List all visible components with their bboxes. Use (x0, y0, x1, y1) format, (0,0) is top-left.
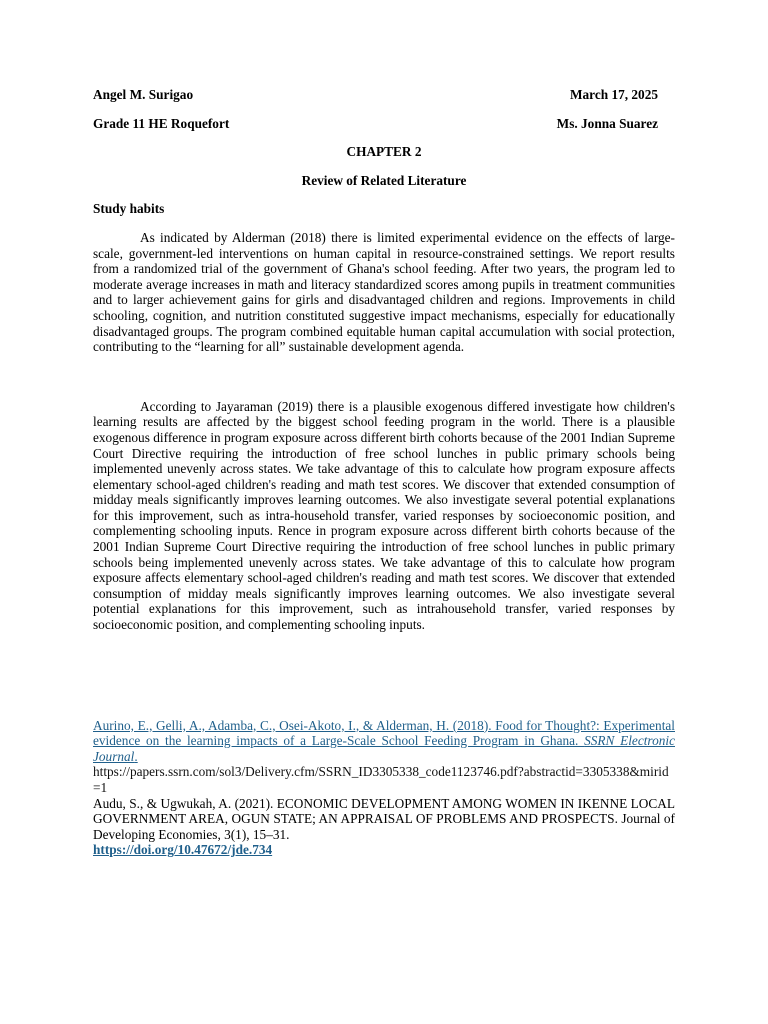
teacher-name: Ms. Jonna Suarez (556, 115, 658, 131)
reference-aurino-period: . (134, 748, 138, 764)
chapter-title: CHAPTER 2 (346, 144, 422, 160)
reference-aurino[interactable] (93, 718, 675, 796)
references-list (93, 718, 675, 858)
author-name: Angel M. Surigao (93, 87, 194, 102)
section-title: Review of Related Literature (301, 172, 467, 188)
reference-aurino-url: https://papers.ssrn.com/sol3/Delivery.cfm/SSRN_ID3305338_code1123746.pdf?abstractid=3305338&mirid=1 (93, 764, 669, 795)
reference-aurino-journal[interactable]: SSRN Electronic Journal (93, 733, 675, 764)
reference-aurino-citation[interactable]: Aurino, E., Gelli, A., Adamba, C., Osei-Akoto, I., & Alderman, H. (2018). Food for Thought?: Experimental evidence on the learning impacts of a Large-Scale School Feeding Program in Ghana. (93, 717, 675, 749)
reference-audu (93, 796, 675, 858)
document-content (93, 87, 675, 858)
subsection-heading: Study habits (93, 201, 165, 217)
grade-section: Grade 11 HE Roquefort (93, 115, 230, 131)
header-row-1 (93, 87, 675, 103)
paragraph-alderman: As indicated by Alderman (2018) there is limited experimental evidence on the effects of large-scale, government-led interventions on human capital in resource-constrained settings. We report results from a randomized trial of the government of Ghana's school feeding. After two years, the program led to moderate average increases in math and literacy standardized scores among pupils in treatment communities and to larger achievement gains for girls and disadvantaged children and regions. Improvements in child schooling, cognition, and nutrition constituted suggestive impact mechanisms, especially for educationally disadvantaged groups. The program combined equitable human capital accumulation with social protection, contributing to the “learning for all” sustainable development agenda. (93, 229, 675, 355)
document-date: March 17, 2025 (569, 87, 658, 102)
header-row-2 (93, 116, 675, 132)
reference-audu-citation: Audu, S., & Ugwukah, A. (2021). ECONOMIC DEVELOPMENT AMONG WOMEN IN IKENNE LOCAL GOVERNMENT AREA, OGUN STATE; AN APPRAISAL OF PROBLEMS AND PROSPECTS. Journal of Developing Economies, 3(1), 15–31. (93, 795, 675, 842)
reference-audu-doi-link[interactable]: https://doi.org/10.47672/jde.734 (93, 842, 273, 858)
paragraph-jayaraman: According to Jayaraman (2019) there is a plausible exogenous differed investigate how children's learning results are affected by the biggest school feeding program in the world. There is a plausible exogenous difference in program exposure across different birth cohorts because of the 2001 Indian Supreme Court Directive requiring the introduction of free school lunches in public primary schools being implemented unevenly across states. We take advantage of this to calculate how program exposure affects elementary school-aged children's reading and math test scores. We discover that extended consumption of midday meals significantly improves learning outcomes. We also investigate several potential explanations for this improvement, such as intra-household transfer, varied responses by socioeconomic position, and complementing schooling inputs. Rence in program exposure across different birth cohorts because of the 2001 Indian Supreme Court Directive requiring the introduction of free school lunches in public primary schools being implemented unevenly across states. We take advantage of this to calculate how program exposure affects elementary school-aged children's reading and math test scores. We discover that extended consumption of midday meals significantly improves learning outcomes. We also investigate several potential explanations for this improvement, such as intrahousehold transfer, varied responses by socioeconomic position, and complementing schooling inputs. (93, 398, 675, 633)
